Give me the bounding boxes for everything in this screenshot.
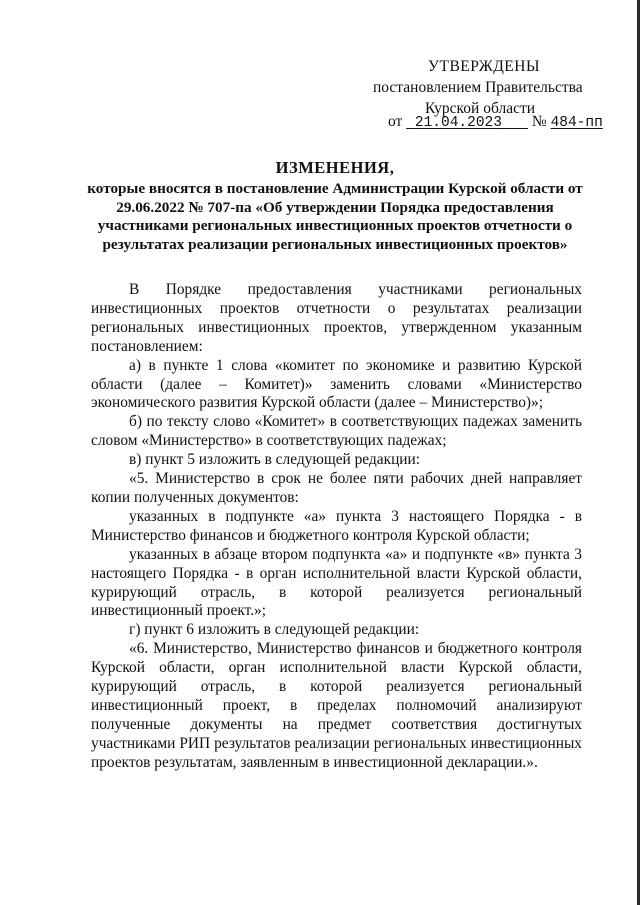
document-body	[91, 281, 582, 773]
paragraph-item-5-1: указанных в подпункте «а» пункта 3 настоящего Порядка - в Министерство финансов и бюджетного контроля Курской области;	[91, 507, 582, 544]
paragraph-a: а) в пункте 1 слова «комитет по экономике и развитию Курской области (далее – Комитет)» заменить словами «Министерство экономического развития Курской области (далее – Министерство)»;	[91, 356, 582, 412]
paragraph-intro: В Порядке предоставления участниками региональных инвестиционных проектов отчетности о результатах реализации региональных инвестиционных проектов, утвержденном указанным постановлением:	[91, 281, 582, 355]
from-label: от	[388, 113, 403, 130]
paragraph-item-5: «5. Министерство в срок не более пяти рабочих дней направляет копии полученных документов:	[91, 470, 582, 506]
approval-date-number	[388, 112, 603, 133]
number-label: №	[531, 113, 547, 130]
approval-region: Курской области	[425, 100, 536, 117]
approval-authority: постановлением Правительства	[373, 79, 583, 96]
paragraph-b: б) по тексту слово «Комитет» в соответствующих падежах заменить словом «Министерство» в соответствующих падежах;	[91, 413, 582, 450]
document-title: ИЗМЕНЕНИЯ,	[275, 158, 395, 177]
approval-number: 484-пп	[550, 115, 603, 131]
approval-title: УТВЕРЖДЕНЫ	[428, 58, 540, 75]
paragraph-d: г) пункт 6 изложить в следующей редакции:	[129, 621, 420, 639]
document-subtitle: которые вносятся в постановление Администрации Курской области от 29.06.2022 № 707-па «Об утверждении Порядка предоставления участниками региональных инвестиционных проектов отчетности о результатах реализации региональных инвестиционных проектов»	[87, 180, 583, 253]
paragraph-item-6: «6. Министерство, Министерство финансов и бюджетного контроля Курской области, орган исполнительной власти Курской области, курирующий отрасль, в которой реализуется региональный инвестиционный проект, в пределах полномочий анализируют полученные документы на предмет соответствия достигнутых участниками РИП результатов реализации региональных инвестиционных проектов результатам, заявленным в инвестиционной декларации.».	[91, 640, 582, 771]
approval-block	[0, 0, 640, 140]
paragraph-c: в) пункт 5 изложить в следующей редакции:	[129, 451, 421, 469]
paragraph-item-5-2: указанных в абзаце втором подпункта «а» и подпункте «в» пункта 3 настоящего Порядка - в орган исполнительной власти Курской области, курирующий отрасль, в которой реализуется региональный инвестиционный проект.»;	[91, 545, 582, 620]
approval-date: 21.04.2023	[414, 115, 502, 131]
